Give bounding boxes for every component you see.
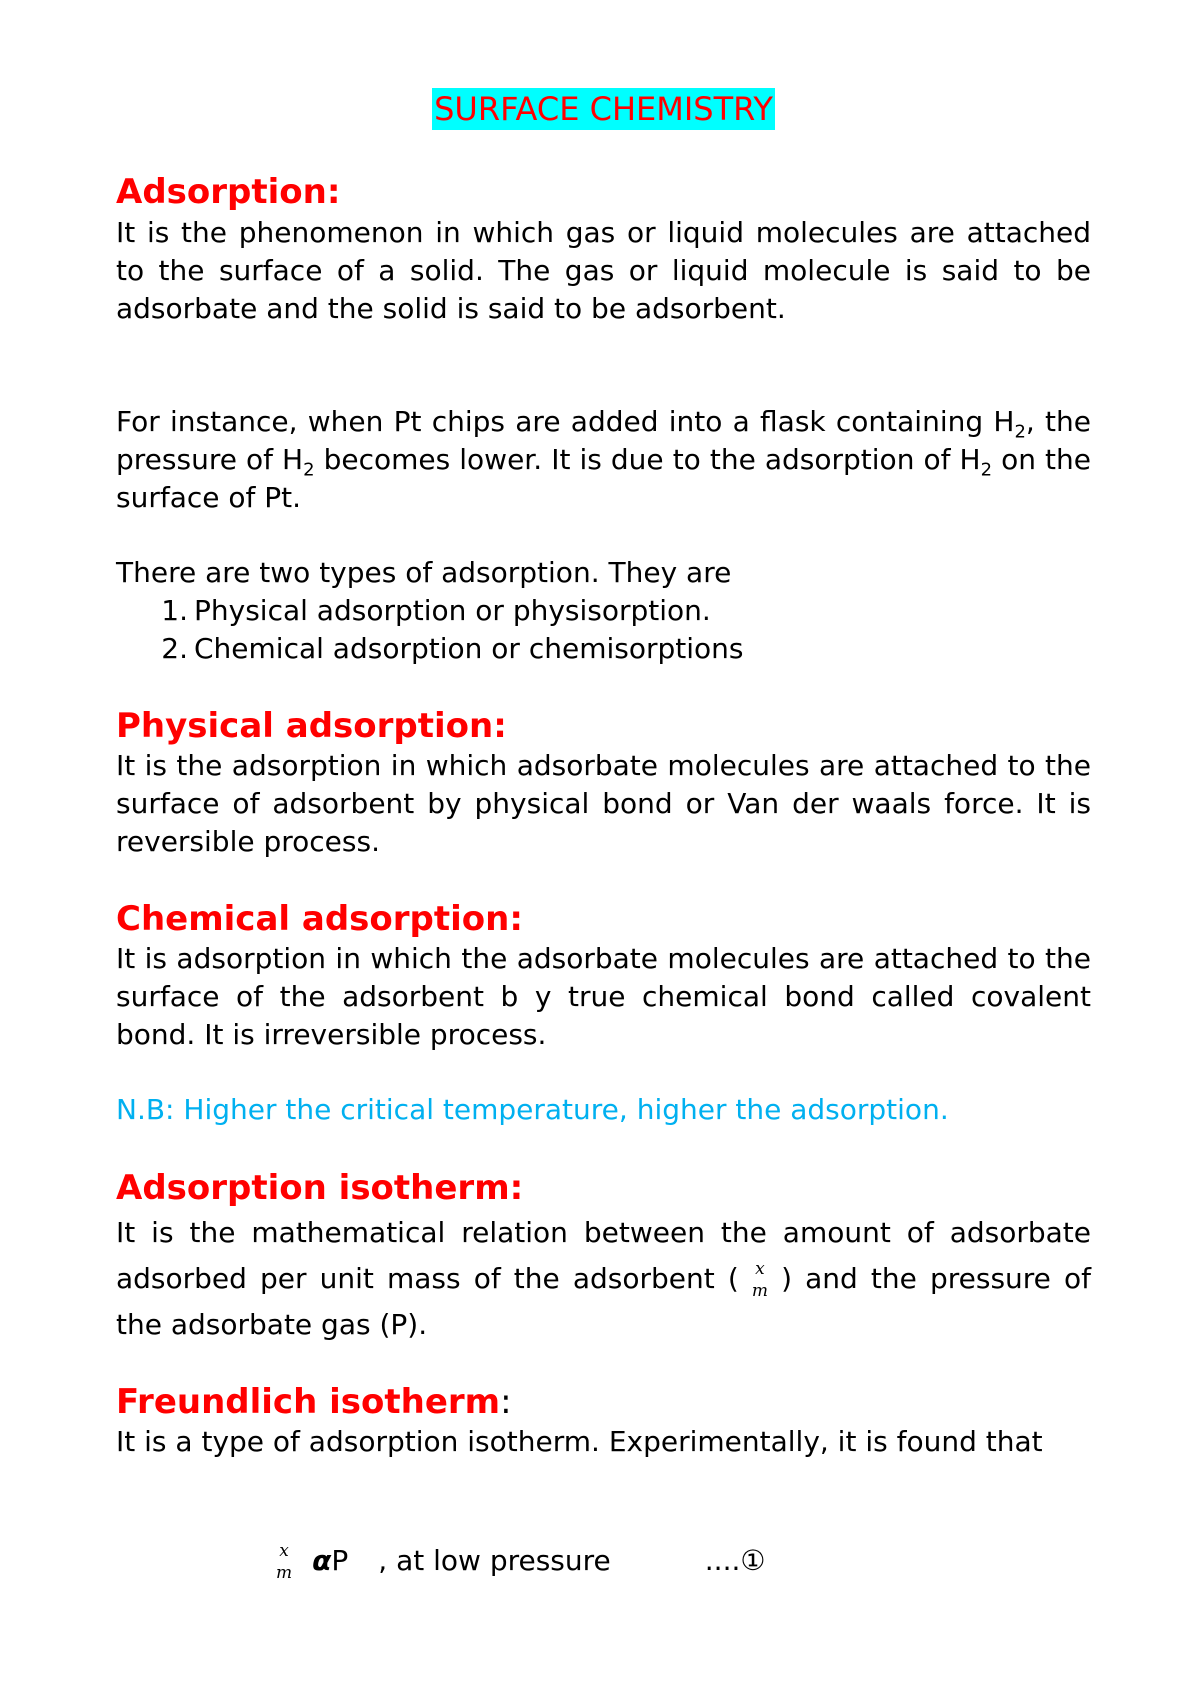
- document-title: [116, 88, 1091, 130]
- x-over-m-fraction: x m: [276, 1541, 293, 1583]
- adsorption-example: For instance, when Pt chips are added into a flask containing $H_2$, the pressure of $H_2$ becomes lower. It is due to the adsorption of $H_2$ on the surface of Pt.: [116, 405, 1091, 514]
- list-item: 1. Physical adsorption or physisorption.: [161, 594, 711, 627]
- proportional-symbol: α: [312, 1544, 332, 1577]
- chemical-adsorption-text: It is adsorption in which the adsorbate molecules are attached to the surface of the adsorbent b y true chemical bond called covalent bond. It is irreversible process.: [116, 942, 1091, 1051]
- adsorption-isotherm-heading: Adsorption isotherm:: [116, 1168, 524, 1208]
- adsorption-types-list: [116, 592, 743, 668]
- adsorption-isotherm-text: It is the mathematical relation between the amount of adsorbate adsorbed per unit mass of the adsorbent ( x m ) and the pressure of the adsorbate gas (P).: [116, 1216, 1091, 1341]
- freundlich-equation-1: x m αP , at low pressure ....①: [276, 1541, 766, 1583]
- note-text: N.B: Higher the critical temperature, higher the adsorption.: [116, 1093, 949, 1126]
- chemical-adsorption-heading: Chemical adsorption:: [116, 899, 523, 939]
- equation-number: ....①: [704, 1544, 766, 1577]
- adsorption-heading: Adsorption:: [116, 172, 341, 212]
- physical-adsorption-heading: Physical adsorption:: [116, 706, 507, 746]
- document-title-text: SURFACE CHEMISTRY: [434, 90, 773, 128]
- x-over-m-fraction: x m: [751, 1259, 768, 1301]
- physical-adsorption-text: It is the adsorption in which adsorbate molecules are attached to the surface of adsorbent by physical bond or Van der waals force. It is reversible process.: [116, 749, 1091, 858]
- freundlich-isotherm-text: It is a type of adsorption isotherm. Experimentally, it is found that: [116, 1425, 1043, 1458]
- adsorption-definition: It is the phenomenon in which gas or liquid molecules are attached to the surface of a solid. The gas or liquid molecule is said to be adsorbate and the solid is said to be adsorbent.: [116, 216, 1091, 325]
- adsorption-types-intro: There are two types of adsorption. They are: [116, 556, 732, 589]
- freundlich-isotherm-heading: Freundlich isotherm:: [116, 1382, 512, 1422]
- list-item: 2. Chemical adsorption or chemisorptions: [161, 632, 744, 665]
